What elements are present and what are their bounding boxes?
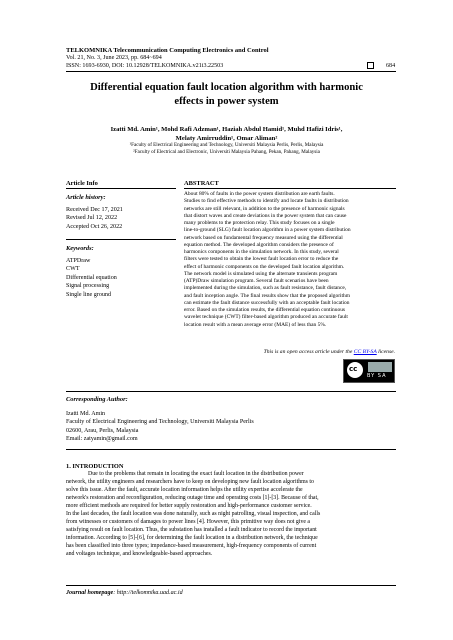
corresponding-details [66, 410, 396, 444]
accepted-date: Accepted Oct 26, 2022 [66, 223, 123, 230]
intro-line: from witnesses or customers of damages to power lines [4]. However, this primitive way does not give a [66, 518, 311, 525]
abstract-line: The network model is simulated using the alternate transients program [184, 270, 338, 277]
keywords-rule [66, 239, 176, 240]
abstract-line: (ATP)Draw simulation program. Several fault scenarios have been [184, 278, 329, 284]
abstract-line: error. Based on the simulation results, the differential equation continuous [184, 307, 346, 313]
corresponding-name: Izatti Md. Amin [66, 411, 106, 417]
history-label: Article history: [66, 194, 106, 201]
affiliation-line: ¹Faculty of Electrical Engineering and Technology, Universiti Malaysia Perlis, Perlis, Malaysia [129, 142, 324, 148]
license-prefix: This is an open access article under the [263, 349, 354, 355]
journal-name: TELKOMNIKA Telecommunication Computing Electronics and Control [66, 47, 269, 54]
section-rule [66, 391, 396, 392]
intro-line: satisfying result on fault location. Thus, the substation has installed a fault indicator to record the important [66, 526, 317, 533]
introduction-body [66, 471, 398, 558]
page-number: 684 [386, 63, 396, 69]
intro-line: In the last decades, the fault location was done naturally, such as night patrolling, visual inspection, and calls [66, 510, 321, 517]
homepage-label: Journal homepage [66, 590, 114, 596]
abstract-line: Studies to find effective methods to identify and locate faults in distribution [184, 198, 349, 205]
license-link[interactable]: CC BY-SA [353, 349, 377, 355]
abstract-line: network based on fundamental frequency measured using the differential [184, 234, 343, 241]
abstract-line: effect of harmonic components on the developed fault location algorithm. [184, 263, 345, 270]
abstract-heading: ABSTRACT [184, 180, 219, 187]
abstract-rule [184, 188, 396, 189]
keyword: Signal processing [66, 283, 110, 290]
by-sa-icon [368, 362, 392, 372]
affiliation-line: ²Faculty of Electrical and Electronic, Universiti Malaysia Pahang, Pekan, Pahang, Malaysia [133, 149, 320, 155]
intro-line: solve this issue. After the fault, accurate location information helps the utility expertise accelerate the [66, 486, 303, 493]
keywords-list [66, 257, 117, 299]
license-note [184, 349, 395, 355]
corresponding-email[interactable]: Email: zatyamin@gmail.com [66, 436, 138, 443]
corresponding-heading: Corresponding Author: [66, 396, 128, 403]
article-info-rule [66, 188, 176, 189]
paper-title [60, 81, 393, 109]
abstract-line: networks are still relevant, in addition to the presence of harmonic signals [184, 205, 345, 212]
authors-line: Izatti Md. Amin¹, Mohd Rafi Adzman¹, Haziah Abdul Hamid¹, Muhd Hafizi Idris¹, [110, 126, 343, 133]
title-line: Differential equation fault location algorithm with harmonic [90, 82, 363, 93]
intro-line: network's restoration and reconfiguration, reducing outage time and operating costs [1]-[3]. Because of that, [66, 494, 319, 501]
header-rule [66, 71, 396, 72]
intro-line: information. According to [5]-[6], for determining the fault location in a distribution network, the technique [66, 534, 318, 541]
author-list [60, 125, 393, 143]
footer-rule [66, 585, 396, 586]
abstract-line: and fault inception angle. The final results show that the proposed algorithm [184, 292, 351, 299]
corresponding-affiliation: Faculty of Electrical Engineering and Technology, Universiti Malaysia Perlis [66, 419, 254, 426]
abstract-line: wavelet technique (CWT) filter-based algorithm produced an accurate fault [184, 314, 348, 321]
abstract-body [184, 191, 399, 329]
keyword: Differential equation [66, 274, 117, 281]
intro-line: Due to the problems that remain in locating the exact fault location in the distribution power [88, 471, 304, 477]
corresponding-address: 02600, Arau, Perlis, Malaysia [66, 427, 139, 434]
cc-by-sa-text: BY SA [367, 373, 387, 379]
abstract-line: filters were tested to obtain the lowest fault location error to reduce the [184, 256, 339, 263]
keyword: CWT [66, 266, 80, 273]
license-suffix: license. [376, 349, 395, 355]
abstract-line: implemented during the simulation, such as fault resistance, fault distance, [184, 285, 347, 292]
keyword: ATPDraw [66, 258, 91, 264]
intro-line: network, the utility engineers and researchers have to keep on developing new fault location algorithms to [66, 478, 314, 485]
abstract-line: About 80% of faults in the power system distribution are earth faults. [184, 191, 335, 197]
revised-date: Revised Jul 12, 2022 [66, 215, 118, 222]
intro-line: and voltages technique, and knowledgeable-based approaches. [66, 550, 213, 557]
introduction-heading: 1. INTRODUCTION [66, 463, 124, 470]
title-line: effects in power system [174, 96, 279, 107]
keyword: Single line ground [66, 291, 112, 298]
volume-info: Vol. 21, No. 3, June 2023, pp. 684~694 [66, 55, 162, 61]
history-dates [66, 206, 123, 231]
article-info-heading: Article Info [66, 180, 98, 187]
abstract-line: that distort waves and create deviations in the power system that can cause [184, 212, 347, 219]
square-icon [367, 62, 374, 69]
cc-text: cc [349, 365, 358, 373]
authors-line: Melaty Amirruddin¹, Omar Aliman² [175, 135, 278, 142]
journal-homepage [66, 590, 183, 596]
abstract-line: can estimate the fault distance successfully with an acceptable fault location [184, 299, 350, 306]
abstract-line: harmonics components in the simulation network. In this study, several [184, 249, 339, 255]
received-date: Received Dec 17, 2021 [66, 207, 123, 213]
keywords-label: Keywords: [66, 245, 94, 252]
abstract-line: equation method. The developed algorithm considers the presence of [184, 241, 334, 248]
abstract-line: many problems to the protection relay. This study focuses on a single [184, 220, 335, 226]
intro-line: has been classified into three types; impedance-based measurement, high-frequency components of current [66, 542, 317, 549]
intro-line: more efficient methods are required for better supply restoration and high-performance customer service. [66, 502, 312, 509]
abstract-line: location result with a mean average error (MAE) of less than 5%. [184, 321, 327, 328]
homepage-url[interactable]: : http://telkomnika.uad.ac.id [113, 590, 183, 596]
corresponding-rule [66, 449, 396, 450]
cc-by-sa-badge[interactable] [343, 359, 395, 383]
issn-doi: ISSN: 1693-6930, DOI: 10.12928/TELKOMNIKA.v21i3.22503 [66, 63, 224, 69]
affiliations [60, 142, 393, 156]
abstract-line: line-to-ground (SLG) fault location algorithm in a power system distribution [184, 227, 351, 234]
